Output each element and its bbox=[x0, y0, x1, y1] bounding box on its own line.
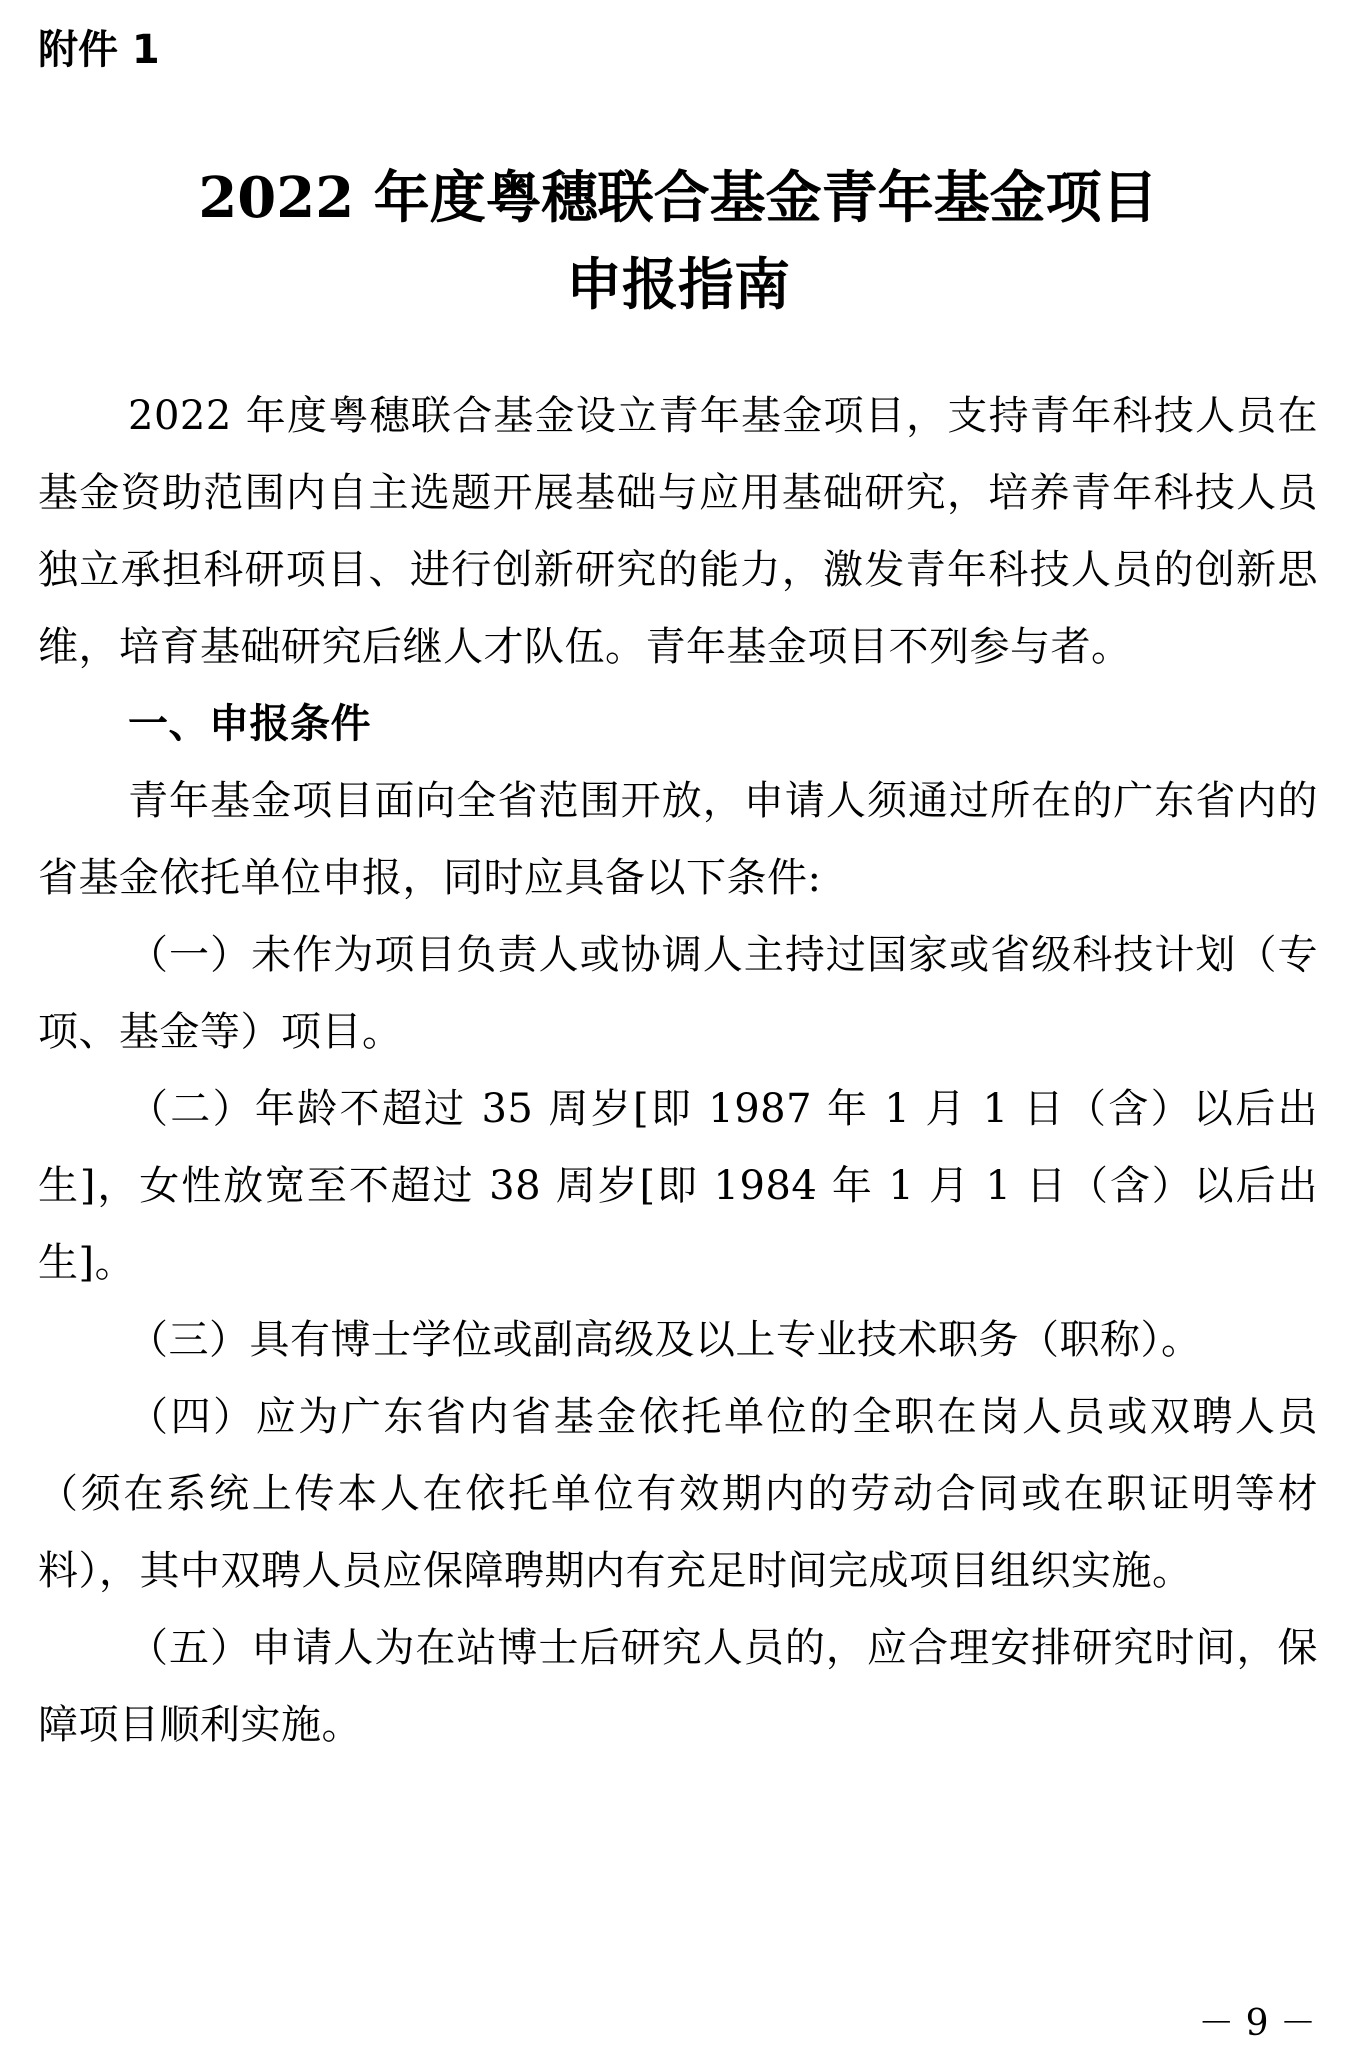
condition-item-2: （二）年龄不超过 35 周岁[即 1987 年 1 月 1 日（含）以后出生]，女性放宽至不超过 38 周岁[即 1984 年 1 月 1 日（含）以后出生]。 bbox=[38, 1086, 1318, 1286]
conditions-intro-paragraph: 青年基金项目面向全省范围开放，申请人须通过所在的广东省内的省基金依托单位申报，同时应具备以下条件: bbox=[38, 778, 1318, 901]
condition-item-5: （五）申请人为在站博士后研究人员的，应合理安排研究时间，保障项目顺利实施。 bbox=[38, 1625, 1318, 1748]
condition-item-3: （三）具有博士学位或副高级及以上专业技术职务（职称）。 bbox=[128, 1317, 1202, 1363]
document-title-line-1: 2022 年度粤穗联合基金青年基金项目 bbox=[198, 165, 1158, 231]
intro-paragraph: 2022 年度粤穗联合基金设立青年基金项目，支持青年科技人员在基金资助范围内自主选题开展基础与应用基础研究，培养青年科技人员独立承担科研项目、进行创新研究的能力，激发青年科技人员的创新思维，培育基础研究后继人才队伍。青年基金项目不列参与者。 bbox=[38, 393, 1318, 670]
page-number: － 9 － bbox=[1198, 2003, 1316, 2044]
document-title-line-2: 申报指南 bbox=[566, 252, 790, 318]
condition-item-1: （一）未作为项目负责人或协调人主持过国家或省级科技计划（专项、基金等）项目。 bbox=[38, 932, 1318, 1055]
document-body bbox=[38, 378, 1318, 1764]
attachment-label: 附件 1 bbox=[38, 27, 160, 73]
condition-item-4: （四）应为广东省内省基金依托单位的全职在岗人员或双聘人员（须在系统上传本人在依托单位有效期内的劳动合同或在职证明等材料），其中双聘人员应保障聘期内有充足时间完成项目组织实施。 bbox=[38, 1394, 1318, 1594]
section-heading-application-conditions: 一、申报条件 bbox=[128, 701, 371, 747]
